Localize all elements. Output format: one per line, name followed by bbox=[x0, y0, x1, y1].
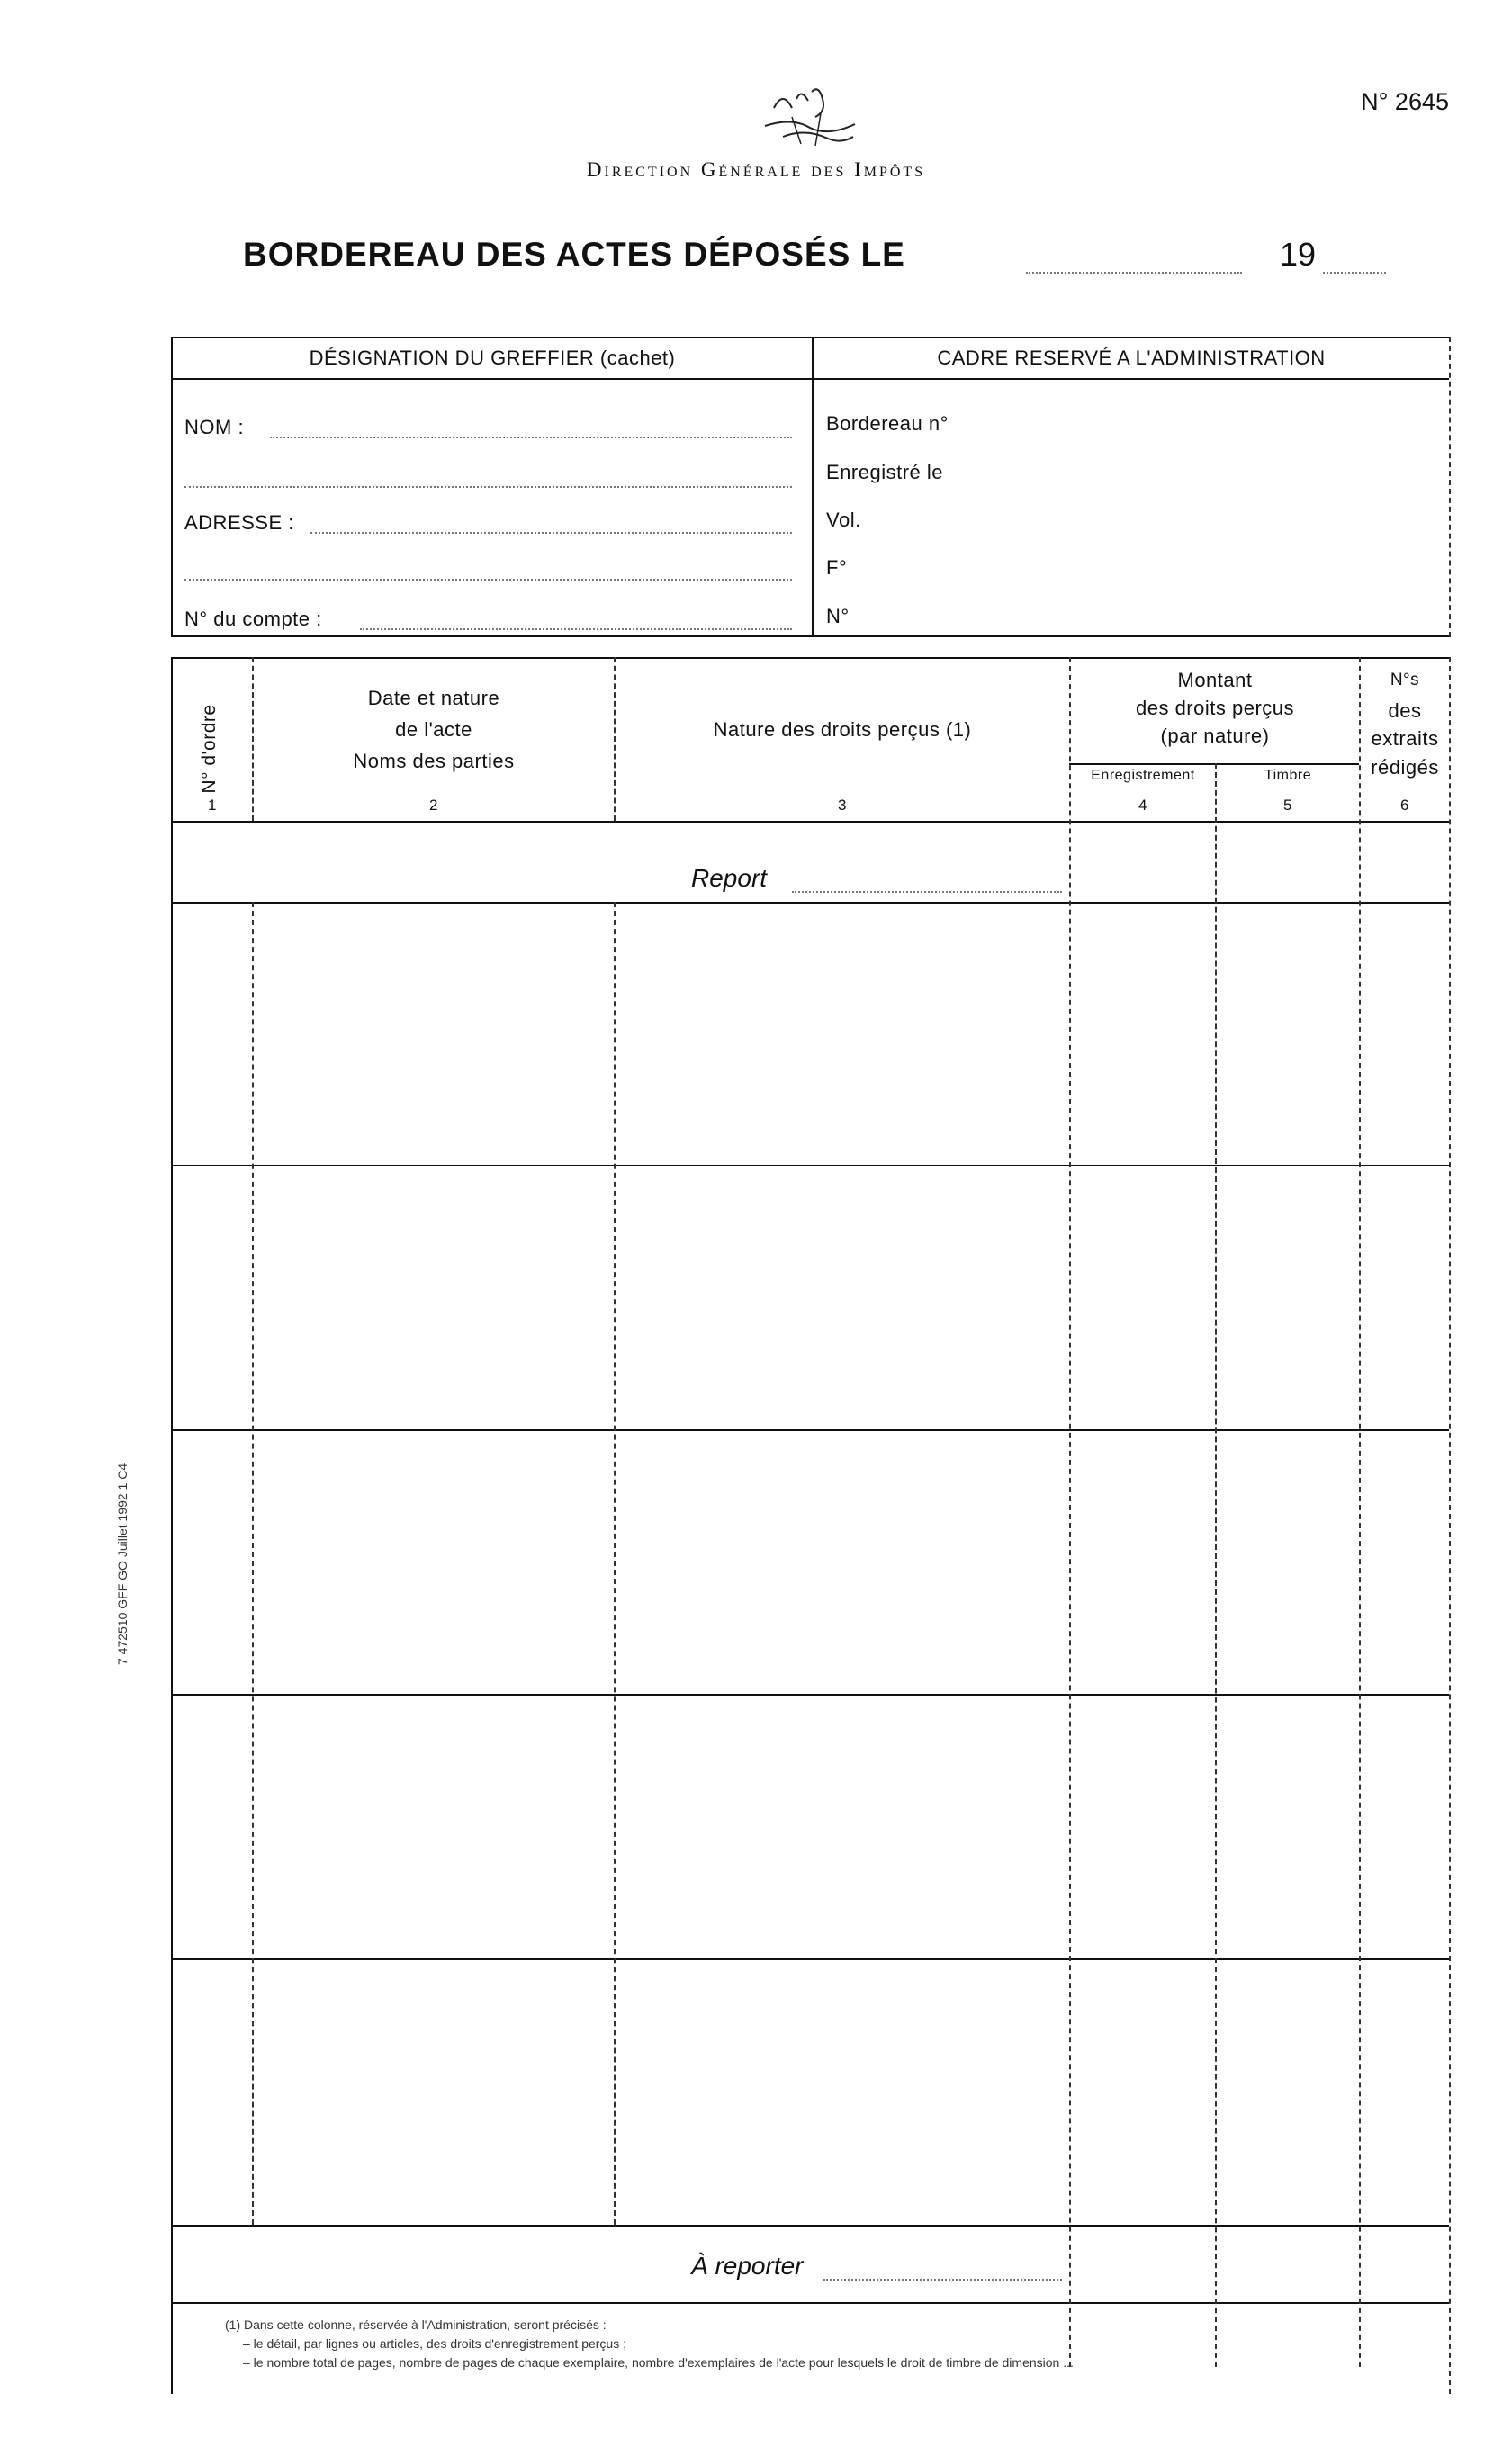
form-number: N° 2645 bbox=[1361, 88, 1449, 115]
admin-vol-label: Vol. bbox=[826, 508, 861, 531]
a-reporter-label: À reporter bbox=[691, 2252, 804, 2280]
footnote-3: – le nombre total de pages, nombre de pages de chaque exemplaire, nombre d'exemplaires de l'acte pour lesquels le droit de timbre de dimension ... bbox=[243, 2355, 1074, 2370]
col-number-2: 2 bbox=[429, 796, 438, 814]
act-entry-row[interactable] bbox=[173, 904, 1447, 1163]
greffier-nom-field-2[interactable] bbox=[184, 486, 792, 488]
col45-header-line1: Montant bbox=[1177, 669, 1253, 691]
col2-header-line3: Noms des parties bbox=[353, 750, 515, 772]
col6-header-line1: N°s bbox=[1390, 670, 1420, 689]
emblem-logo-icon bbox=[756, 81, 864, 153]
footnote-2: – le détail, par lignes ou articles, des droits d'enregistrement perçus ; bbox=[243, 2336, 627, 2351]
admin-enregistre-label: Enregistré le bbox=[826, 461, 944, 483]
greffier-compte-field[interactable] bbox=[360, 628, 792, 630]
greffier-compte-label: N° du compte : bbox=[184, 608, 322, 630]
greffier-nom-label: NOM : bbox=[184, 416, 245, 438]
col6-header-line4: rédigés bbox=[1371, 756, 1439, 778]
report-leader-dots bbox=[792, 891, 1062, 893]
col5-subheader: Timbre bbox=[1264, 768, 1312, 783]
year-fill-line[interactable] bbox=[1323, 272, 1386, 274]
admin-folio-label: F° bbox=[826, 556, 848, 579]
act-entry-row[interactable] bbox=[173, 1431, 1447, 1692]
col-number-6: 6 bbox=[1400, 796, 1409, 814]
greffier-adresse-label: ADRESSE : bbox=[184, 511, 294, 534]
greffier-adresse-field[interactable] bbox=[310, 532, 792, 534]
col6-header-line2: des bbox=[1388, 699, 1422, 722]
greffier-nom-field[interactable] bbox=[270, 436, 792, 438]
col45-header-line3: (par nature) bbox=[1160, 724, 1270, 747]
print-reference-code: 7 472510 GFF GO Juillet 1992 1 C4 bbox=[115, 1462, 130, 1665]
act-entry-row[interactable] bbox=[173, 1960, 1447, 2223]
col2-header-line2: de l'acte bbox=[395, 718, 472, 741]
admin-bordereau-label: Bordereau n° bbox=[826, 412, 949, 435]
date-fill-line[interactable] bbox=[1026, 272, 1242, 274]
col45-header-line2: des droits perçus bbox=[1135, 697, 1295, 719]
footnote-1: (1) Dans cette colonne, réservée à l'Administration, seront précisés : bbox=[225, 2318, 607, 2332]
col-number-4: 4 bbox=[1138, 796, 1148, 814]
direction-generale: Direction Générale des Impôts bbox=[586, 158, 926, 181]
page-title: BORDEREAU DES ACTES DÉPOSÉS LE bbox=[243, 236, 905, 273]
act-entry-row[interactable] bbox=[173, 1696, 1447, 1957]
greffier-adresse-field-2[interactable] bbox=[184, 579, 792, 580]
act-entry-row[interactable] bbox=[173, 1166, 1447, 1427]
a-reporter-leader-dots bbox=[824, 2279, 1062, 2281]
col4-subheader: Enregistrement bbox=[1091, 768, 1195, 783]
year-prefix: 19 bbox=[1280, 236, 1317, 273]
greffier-heading: DÉSIGNATION DU GREFFIER (cachet) bbox=[309, 346, 676, 369]
report-label: Report bbox=[691, 864, 768, 892]
col1-header: N° d'ordre bbox=[199, 704, 220, 794]
admin-heading: CADRE RESERVÉ A L'ADMINISTRATION bbox=[937, 346, 1326, 369]
col-number-1: 1 bbox=[208, 796, 217, 814]
col-number-3: 3 bbox=[838, 796, 847, 814]
col6-header-line3: extraits bbox=[1371, 727, 1439, 750]
col-number-5: 5 bbox=[1283, 796, 1292, 814]
col3-header: Nature des droits perçus (1) bbox=[713, 718, 972, 741]
admin-numero-label: N° bbox=[826, 605, 850, 627]
col2-header-line1: Date et nature bbox=[367, 687, 500, 709]
